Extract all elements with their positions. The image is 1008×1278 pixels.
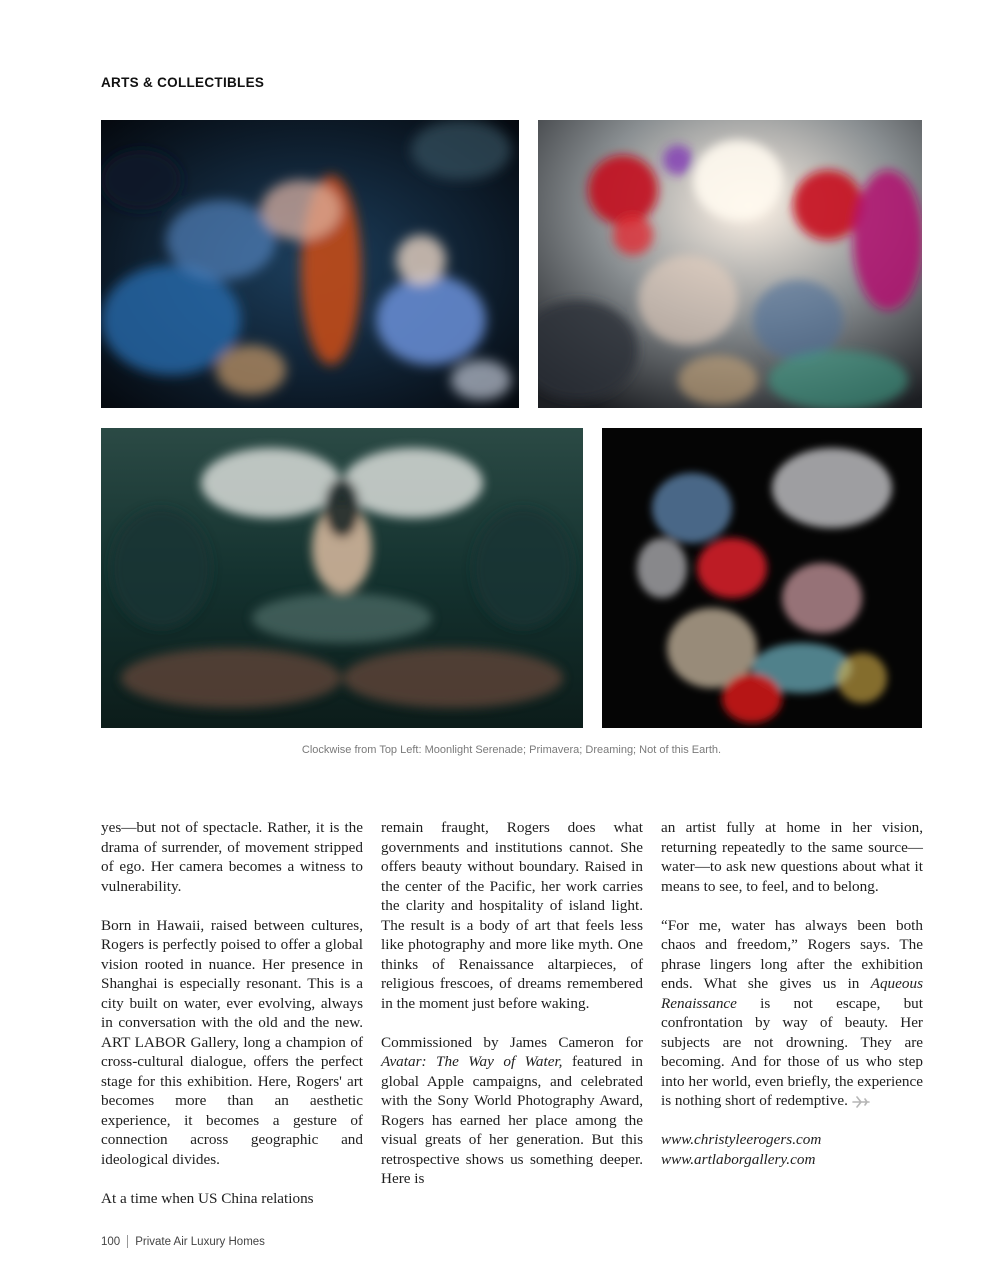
text-run: “For me, water has always been both chaos and freedom,” Rogers says. The phrase lingers long after the exhibition ends. What she gives us in (661, 916, 923, 992)
artist-website-link[interactable]: www.christyleerogers.com (661, 1131, 822, 1148)
exhibition-title: Aqueous Renaissance (661, 975, 923, 1012)
photo-moonlight-serenade (101, 120, 519, 408)
article-column-1 (101, 818, 363, 1208)
paragraph: yes—but not of spectacle. Rather, it is the drama of surrender, of movement stripped of ego. Her camera becomes a witness to vulnerability. (101, 819, 363, 895)
paragraph: Born in Hawaii, raised between cultures, Rogers is perfectly poised to offer a global vision rooted in nuance. Her presence in Shanghai is especially resonant. This is a city built on water, ever evolving, always in conversation with the old and the new. ART LABOR Gallery, long a champion of cross-cultural dialogue, offers the perfect stage for this exhibition. Here, Rogers' art becomes more than an aesthetic experience, it becomes a gesture of connection across geographic and ideological divides. (101, 916, 363, 1168)
footer-divider (127, 1235, 128, 1248)
text-run: is not escape, but confrontation by way of beauty. Her subjects are not drowning. They are becoming. And for those of us who step into her world, even briefly, the experience is nothing short of redemptive. (661, 994, 923, 1109)
article-column-2 (381, 818, 643, 1189)
page-footer (101, 1235, 265, 1248)
section-label: ARTS & COLLECTIBLES (101, 75, 265, 90)
paragraph (661, 916, 923, 1111)
photo-not-of-this-earth (602, 428, 922, 728)
photo-caption: Clockwise from Top Left: Moonlight Serenade; Primavera; Dreaming; Not of this Earth. (301, 744, 722, 756)
gallery-website-link[interactable]: www.artlaborgallery.com (661, 1150, 816, 1168)
paragraph: an artist fully at home in her vision, returning repeatedly to the same source—water—to ask new questions about what it means to see, to feel, and to belong. (661, 819, 923, 895)
film-title: Avatar: The Way of Water, (381, 1053, 563, 1070)
page-number: 100 (101, 1235, 121, 1248)
website-links (661, 1130, 923, 1169)
paragraph: remain fraught, Rogers does what governments and institutions cannot. She offers beauty without boundary. Raised in the center of the Pacific, her work carries the clarity and hospitality of island light. The result is a body of art that feels less like photography and more like myth. One thinks of Renaissance altarpieces, of religious frescoes, of dreams remembered in the moment just before waking. (381, 819, 643, 1012)
text-run: Commissioned by James Cameron for (381, 1033, 643, 1051)
text-run: featured in global Apple campaigns, and celebrated with the Sony World Photography Award, Rogers has earned her place among the visual greats of her generation. But this retrospective shows us something deeper. Here is (381, 1053, 643, 1187)
paragraph (381, 1033, 643, 1189)
article-column-3 (661, 818, 923, 1169)
publication-name: Private Air Luxury Homes (135, 1235, 265, 1248)
photo-dreaming (101, 428, 583, 728)
paragraph: At a time when US China relations (101, 1189, 314, 1207)
airplane-icon (852, 1096, 870, 1108)
photo-primavera (538, 120, 922, 408)
